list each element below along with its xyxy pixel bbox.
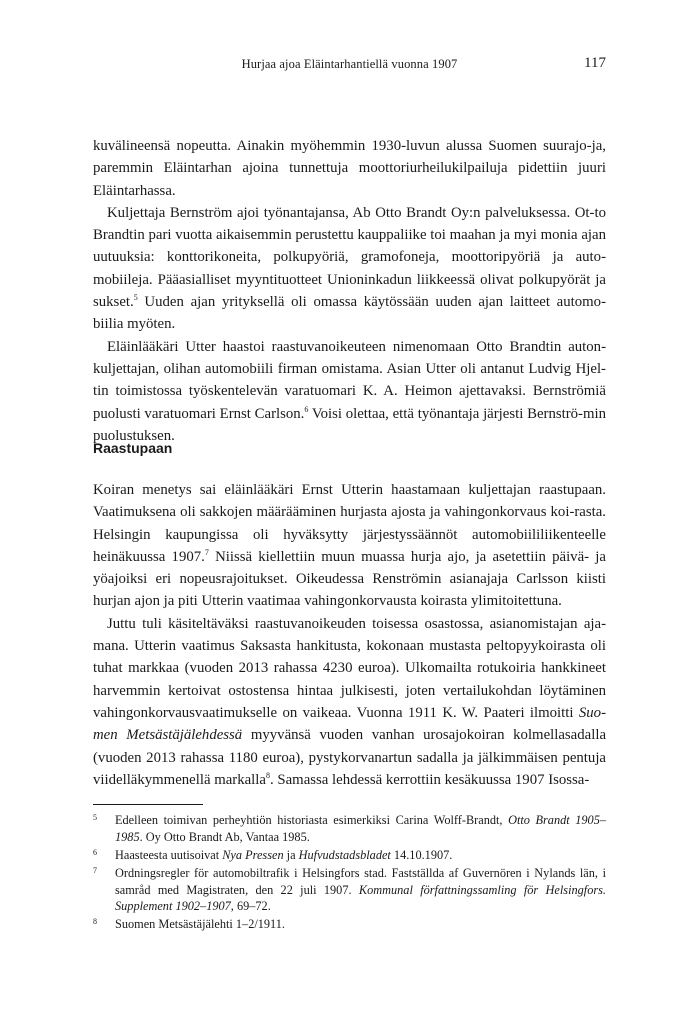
- section-paragraph-2: [93, 613, 606, 791]
- book-page: [93, 0, 606, 1014]
- magazine-title: Suo-men Metsästäjälehdessä: [93, 704, 606, 744]
- section-paragraph-2-text-b: myyvänsä vuoden vanhan urosajokoiran kolmellasadalla (vuoden 2013 rahassa 1180 euroa), pystykorvanartun sadalla ja jälkimmäisen pentuja viidelläkymmenellä markalla: [93, 727, 607, 788]
- footnote-text: Haasteesta uutisoivat: [115, 847, 223, 862]
- footnote-italic: Otto Brandt 1905–1985: [115, 813, 606, 844]
- footnote-italic: Hufvudstadsbladet: [298, 847, 391, 862]
- footnotes: [93, 812, 606, 935]
- running-head: [93, 55, 606, 75]
- footnote-ref-7: 7: [204, 547, 209, 557]
- section-paragraph-1-text-b: Niissä kiellettiin muun muassa hurja ajo, ja asetettiin päivä- ja yöajoiksi eri nopeusrajoitukset. Oikeudessa Renströmin asianajaja Carlsson kiisti hurjan ajon ja piti Utterin vaatimaa vahingonkorvausta koirasta ylimitoitettuna.: [93, 548, 606, 610]
- running-title: Hurjaa ajoa Eläintarhantiellä vuonna 1907: [241, 57, 458, 71]
- section-heading: Raastupaan: [93, 440, 173, 456]
- footnote-5: [93, 812, 606, 845]
- footnote-text: Suomen Metsästäjälehti 1–2/1911.: [115, 917, 285, 932]
- footnote-ref-6: 6: [304, 404, 309, 414]
- paragraph-3: [93, 336, 606, 447]
- footnote-number: 6: [93, 847, 97, 857]
- footnote-8: [93, 916, 606, 933]
- footnote-text: 14.10.1907.: [390, 847, 453, 862]
- section-text: [93, 479, 606, 791]
- section-paragraph-2-text-c: . Samassa lehdessä kerrottiin kesäkuussa 1907 Isossa-: [269, 771, 590, 788]
- footnote-number: 7: [93, 865, 97, 875]
- paragraph-3-text-b: Voisi olettaa, että työnantaja järjesti Bernströ-min puolustuksen.: [93, 405, 606, 444]
- paragraph-2-text-b: Uuden ajan yrityksellä oli omassa käytössään uuden ajan laitteet automo-biilia myöten.: [93, 294, 606, 333]
- footnote-text: Edelleen toimivan perheyhtiön historiasta esimerkiksi Carina Wolff-Brandt,: [115, 813, 509, 827]
- paragraph-3-text-a: Eläinlääkäri Utter haastoi raastuvanoikeuteen nimenomaan Otto Brandtin auton-kuljettajan, olihan automobiili firman omistama. Asian Utter oli antanut Ludvig Hjel-tin toimistossa työskentelevän varatuomari K. A. Heimon ajettavaksi. Bernströmiä puolusti varatuomari Ernst Carlson.: [93, 338, 606, 422]
- footnote-ref-8: 8: [265, 770, 270, 780]
- footnote-text: ja: [283, 847, 299, 862]
- body-text: [93, 135, 606, 447]
- footnote-number: 8: [93, 917, 97, 927]
- footnote-6: [93, 847, 606, 864]
- page-number: 117: [584, 55, 606, 71]
- footnote-rule: [93, 804, 203, 805]
- paragraph-1: [93, 135, 606, 202]
- footnote-7: [93, 865, 606, 915]
- footnote-text: . Oy Otto Brandt Ab, Vantaa 1985.: [139, 829, 310, 844]
- footnote-text: , 69–72.: [230, 899, 271, 914]
- section-paragraph-1-text-a: Koiran menetys sai eläinlääkäri Ernst Utterin haastamaan kuljettajan raastupaan. Vaatimuksena oli sakkojen määrääminen hurjasta ajosta ja vahingonkorvaus koi-rasta. Helsingin kaupungissa oli hyväksytty järjestyssäännöt automobiililiikenteelle heinäkuussa 1907.: [93, 482, 606, 565]
- footnote-number: 5: [93, 813, 97, 822]
- footnote-text: Ordningsregler för automobiltrafik i Helsingfors stad. Fastställda af Guvernören i Nylands län, i samråd med Magistraten, den 22 juli 1907.: [115, 865, 606, 897]
- footnote-italic: Kommunal författningssamling för Helsingfors. Supplement 1902–1907: [115, 882, 606, 914]
- paragraph-2-text-a: Kuljettaja Bernström ajoi työnantajansa, Ab Otto Brandt Oy:n palveluksessa. Ot-to Brandtin pari vuotta aikaisemmin perustettu kauppaliike toi maahan ja myi monia ajan uutuuksia: konttorikoneita, polkupyöriä, gramofoneja, moottoripyöriä ja auto-mobiileja. Pääasialliset myyntituotteet Unioninkadun liikkeessä olivat polkupyörät ja sukset.: [93, 204, 606, 311]
- paragraph-2: [93, 202, 606, 336]
- footnote-ref-5: 5: [133, 293, 138, 303]
- section-paragraph-1: [93, 479, 606, 613]
- section-paragraph-2-text-a: Juttu tuli käsiteltäväksi raastuvanoikeuden toisessa osastossa, asianomistajan aja-mana. Utterin vaatimus Saksasta hankitusta, kokonaan mustasta peltopyykoirasta oli tuhat markkaa (vuoden 2013 rahassa 4230 euroa). Ulkomailta rotukoiria hankkineet harvemmin kertoivat ostostensa hintaa julkisesti, joten vertailukohdan löytäminen vahingonkorvausvaatimukselle on vaikeaa. Vuonna 1911 K. W. Paateri ilmoitti: [93, 615, 606, 721]
- footnote-italic: Nya Pressen: [222, 847, 284, 862]
- paragraph-1-text: kuvälineensä nopeutta. Ainakin myöhemmin 1930-luvun alussa Suomen suurajo-ja, paremmin Eläintarhan ajoina tunnettuja moottoriurheilukilpailuja pidettiin juuri Eläintarhassa.: [93, 138, 606, 199]
